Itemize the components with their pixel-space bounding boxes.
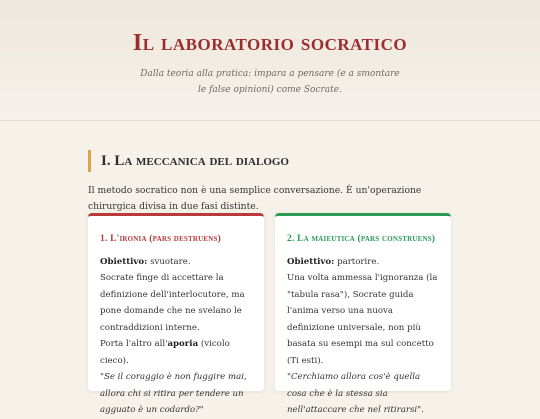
porta-aporia: aporia [167, 339, 199, 349]
page-title: Il laboratorio socratico [132, 30, 408, 56]
objective-label: Obiettivo: [287, 256, 335, 267]
objective-value: svuotare. [147, 256, 191, 267]
card-body: Una volta ammessa l'ignoranza (la "tabula rasa"), Socrate guida l'anima verso una nuova definizione universale, non più basata su esempi ma sul concetto (Ti esti). [287, 273, 438, 366]
porta-prefix: Porta l'altro all' [100, 339, 168, 349]
card-title: 2. La maieutica (pars construens) [287, 234, 436, 244]
porta-suffix: (vicolo cieco). [100, 339, 230, 366]
card-body: Socrate finge di accettare la definizione dell'interlocutore, ma pone domande che ne svelano le contraddizioni interne. [100, 273, 245, 333]
objective-value: partorire. [334, 256, 380, 267]
card-title: 1. L'ironia (pars destruens) [100, 234, 221, 244]
card-objective [100, 254, 252, 271]
card-quote: "Se il coraggio è non fuggire mai, allora chi si ritira per tendere un agguato è un codardo?" [100, 372, 247, 415]
page-header [0, 0, 540, 121]
card-ironia [88, 213, 264, 415]
card-porta [100, 336, 252, 369]
section-title: I. La meccanica del dialogo [88, 150, 289, 172]
objective-label: Obiettivo: [100, 256, 148, 267]
card-objective [287, 254, 439, 271]
page-subtitle: Dalla teoria alla pratica: impara a pensare (e a smontare le false opinioni) come Socrate. [140, 69, 400, 95]
section-intro: Il metodo socratico non è una semplice conversazione. È un'operazione chirurgica divisa in due fasi distinte. [88, 185, 422, 212]
card-quote: "Cerchiamo allora cos'è quella cosa che è la stessa sia nell'attaccare che nel ritirarsi". [287, 372, 424, 415]
card-maieutica [275, 213, 451, 415]
